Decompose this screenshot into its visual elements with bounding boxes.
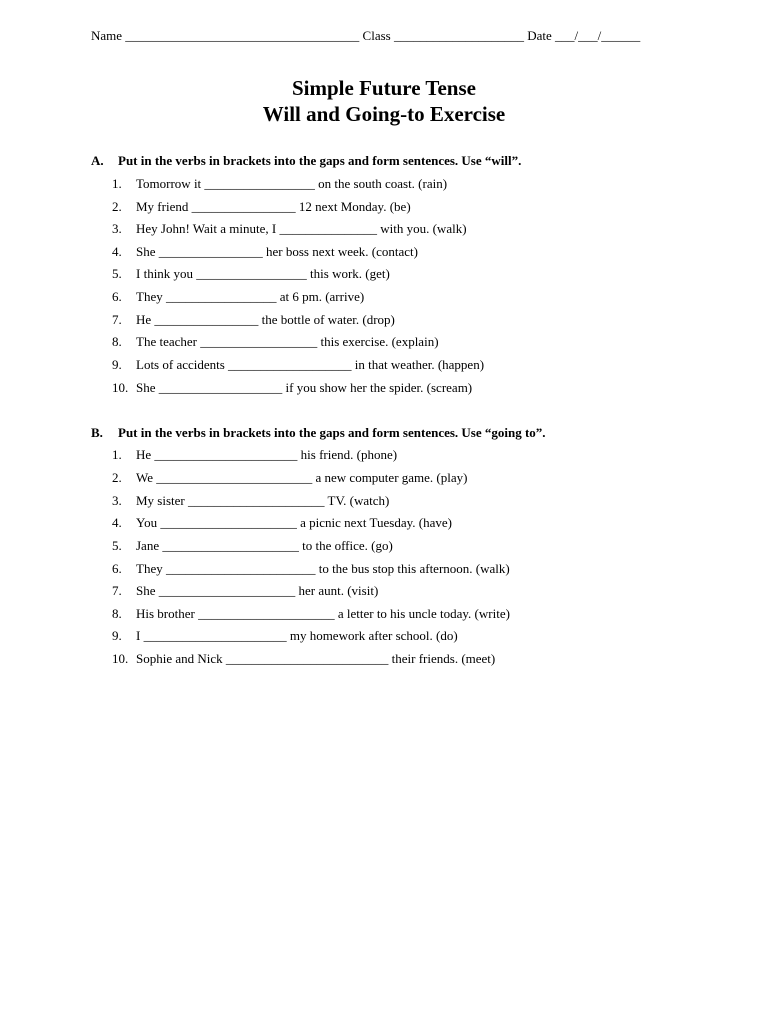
list-item [112,357,484,373]
item-number: 9. [112,628,122,643]
item-number: 2. [112,199,122,214]
item-sentence: She ________________ her boss next week. (contact) [136,244,418,259]
list-item [112,221,467,237]
item-sentence: My friend ________________ 12 next Monday. (be) [136,199,411,214]
item-sentence: The teacher __________________ this exercise. (explain) [136,334,439,349]
item-number: 6. [112,561,122,576]
list-item [112,515,452,531]
list-item [112,628,458,644]
list-item [112,493,389,509]
item-number: 5. [112,266,122,281]
section-b-heading [91,425,546,441]
list-item [112,583,378,599]
list-item [112,380,472,396]
item-number: 10. [112,380,129,395]
student-info-line: Name ____________________________________ Class ____________________ Date ___/___/______ [91,28,641,43]
item-sentence: He ______________________ his friend. (phone) [136,447,398,462]
list-item [112,176,447,192]
item-sentence: Sophie and Nick _________________________ their friends. (meet) [136,651,496,666]
item-sentence: I ______________________ my homework after school. (do) [136,628,458,643]
item-number: 1. [112,447,122,462]
item-sentence: I think you _________________ this work. (get) [136,266,390,281]
list-item [112,606,510,622]
item-sentence: She ___________________ if you show her the spider. (scream) [136,380,473,395]
list-item [112,561,510,577]
list-item [112,447,397,463]
item-number: 7. [112,312,122,327]
item-number: 7. [112,583,122,598]
item-number: 8. [112,334,122,349]
section-instruction: Put in the verbs in brackets into the gaps and form sentences. Use “going to”. [118,425,546,440]
list-item [112,651,495,667]
section-letter: B. [91,425,103,440]
item-sentence: My sister _____________________ TV. (watch) [136,493,390,508]
list-item [112,470,467,486]
page-subtitle: Will and Going-to Exercise [262,102,506,126]
list-item [112,244,418,260]
item-number: 10. [112,651,129,666]
item-number: 6. [112,289,122,304]
list-item [112,266,390,282]
item-number: 1. [112,176,122,191]
item-sentence: Jane _____________________ to the office. (go) [136,538,393,553]
section-a-heading [91,153,521,169]
list-item [112,199,411,215]
item-number: 5. [112,538,122,553]
item-sentence: We ________________________ a new computer game. (play) [136,470,468,485]
item-sentence: She _____________________ her aunt. (visit) [136,583,379,598]
item-sentence: They _________________ at 6 pm. (arrive) [136,289,365,304]
item-number: 8. [112,606,122,621]
list-item [112,334,439,350]
item-number: 3. [112,493,122,508]
section-instruction: Put in the verbs in brackets into the gaps and form sentences. Use “will”. [118,153,522,168]
list-item [112,312,395,328]
item-sentence: His brother _____________________ a letter to his uncle today. (write) [136,606,510,621]
item-number: 2. [112,470,122,485]
list-item [112,538,393,554]
item-number: 3. [112,221,122,236]
page-title: Simple Future Tense [292,76,476,100]
item-number: 4. [112,515,122,530]
item-sentence: Lots of accidents ___________________ in that weather. (happen) [136,357,485,372]
item-number: 9. [112,357,122,372]
item-sentence: They _______________________ to the bus stop this afternoon. (walk) [136,561,510,576]
item-sentence: He ________________ the bottle of water. (drop) [136,312,395,327]
list-item [112,289,364,305]
item-sentence: Hey John! Wait a minute, I _______________ with you. (walk) [136,221,467,236]
item-number: 4. [112,244,122,259]
item-sentence: You _____________________ a picnic next Tuesday. (have) [136,515,452,530]
section-letter: A. [91,153,104,168]
item-sentence: Tomorrow it _________________ on the south coast. (rain) [136,176,448,191]
